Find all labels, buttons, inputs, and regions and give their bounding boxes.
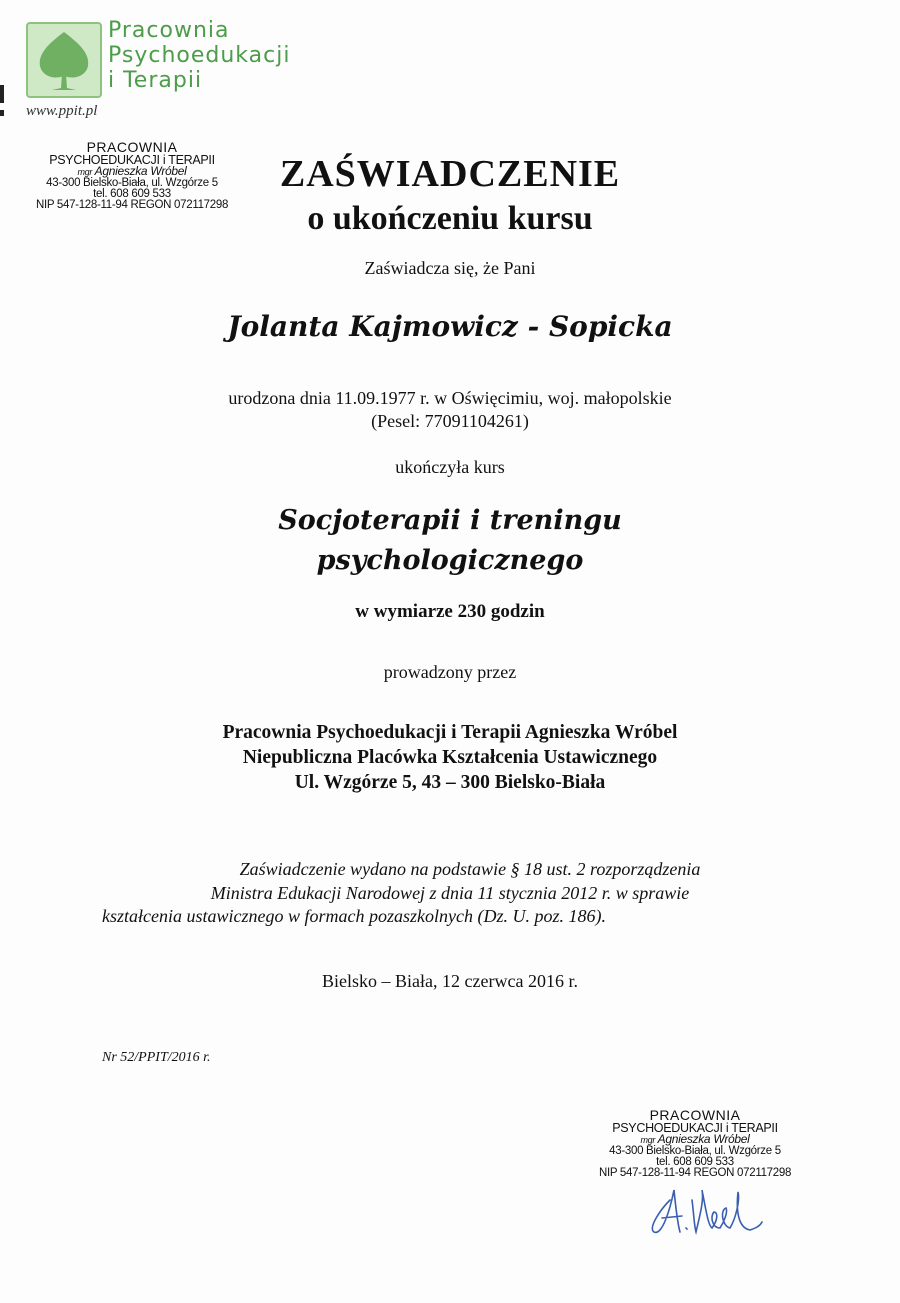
stamp-line: PSYCHOEDUKACJI i TERAPII [612, 1121, 778, 1135]
stamp-prefix: mgr [77, 167, 93, 177]
stamp-name: Agnieszka Wróbel [94, 164, 187, 178]
logo-line: Psychoedukacji [108, 43, 291, 68]
stamp-line: PRACOWNIA [649, 1107, 741, 1123]
org-line: Pracownia Psychoedukacji i Terapii Agnieszka Wróbel [222, 722, 678, 743]
stamp-line: NIP 547-128-11-94 REGON 072117298 [35, 199, 229, 211]
legal-basis [100, 858, 800, 929]
document-subtitle: o ukończeniu kursu [307, 200, 593, 237]
stamp-line: PRACOWNIA [86, 139, 178, 155]
legal-line: Ministra Edukacji Narodowej z dnia 11 stycznia 2012 r. w sprawie [210, 882, 690, 903]
logo-line: Pracownia [108, 18, 230, 43]
stamp-line: tel. 608 609 533 [656, 1156, 734, 1168]
birth-info: urodzona dnia 11.09.1977 r. w Oświęcimiu, woj. małopolskie [228, 388, 672, 408]
stamp-line: 43-300 Bielsko-Biała, ul. Wzgórze 5 [609, 1145, 781, 1157]
person-name: Jolanta Kajmowicz - Sopicka [227, 310, 673, 343]
scan-mark [0, 85, 4, 103]
org-line: Ul. Wzgórze 5, 43 – 300 Bielsko-Biała [294, 772, 606, 793]
place-date: Bielsko – Biała, 12 czerwca 2016 r. [322, 971, 578, 991]
course-name-line1: Socjoterapii i treningu [278, 505, 622, 536]
legal-line: Zaświadczenie wydano na podstawie § 18 ust. 2 rozporządzenia [239, 859, 701, 879]
company-stamp-bottom [585, 1109, 805, 1179]
logo-text [108, 18, 290, 93]
legal-line: kształcenia ustawicznego w formach pozaszkolnych (Dz. U. poz. 186). [102, 906, 606, 926]
completed-text: ukończyła kurs [395, 457, 505, 477]
document-number: Nr 52/PPIT/2016 r. [102, 1050, 211, 1065]
stamp-name: Agnieszka Wróbel [657, 1132, 750, 1146]
document-title: ZAŚWIADCZENIE [279, 153, 621, 195]
logo-tree-icon [26, 22, 102, 98]
pesel: (Pesel: 77091104261) [371, 411, 529, 431]
intro: Zaświadcza się, że Pani [364, 258, 536, 278]
stamp-line: PSYCHOEDUKACJI i TERAPII [49, 153, 215, 167]
stamp-line: tel. 608 609 533 [93, 188, 171, 200]
scan-mark [0, 110, 4, 116]
conducted-by: prowadzony przez [383, 662, 517, 682]
course-hours: w wymiarze 230 godzin [355, 601, 545, 622]
stamp-line: 43-300 Bielsko-Biała, ul. Wzgórze 5 [46, 177, 218, 189]
signature [640, 1170, 770, 1245]
organization [0, 720, 900, 795]
logo-line: i Terapii [108, 68, 203, 93]
course-name-line2: psychologicznego [316, 545, 584, 576]
org-line: Niepubliczna Placówka Kształcenia Ustawicznego [242, 747, 658, 768]
stamp-line: NIP 547-128-11-94 REGON 072117298 [598, 1167, 792, 1179]
website: www.ppit.pl [26, 103, 98, 119]
stamp-prefix: mgr [640, 1135, 656, 1145]
